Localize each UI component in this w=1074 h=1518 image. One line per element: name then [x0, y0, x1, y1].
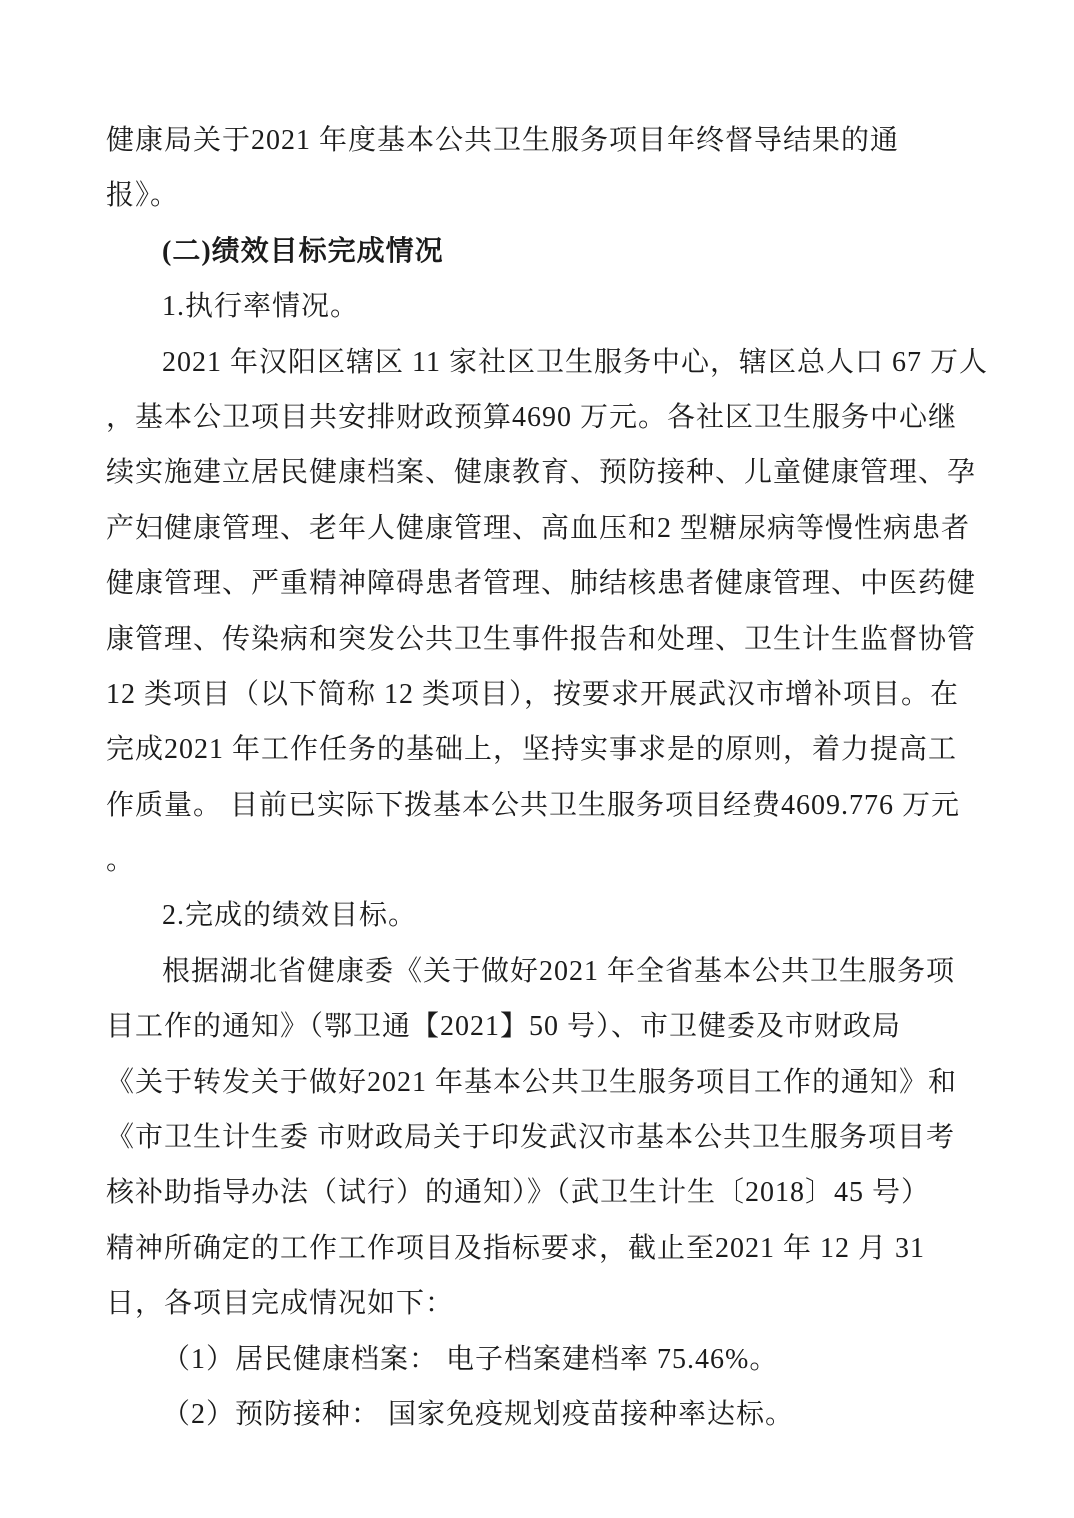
paragraph-line: 完成2021 年工作任务的基础上，坚持实事求是的原则，着力提高工 — [106, 734, 958, 766]
list-item-vaccination: （2）预防接种： 国家免疫规划疫苗接种率达标。 — [162, 1398, 795, 1430]
paragraph-line-end: 。 — [106, 845, 136, 877]
paragraph-line: 健康管理、严重精神障碍患者管理、肺结核患者健康管理、中医药健 — [106, 568, 977, 600]
paragraph-line-end: 日，各项目完成情况如下： — [106, 1288, 455, 1320]
subheading-execution-rate: 1.执行率情况。 — [162, 291, 360, 323]
paragraph-line: 康管理、传染病和突发公共卫生事件报告和处理、卫生计生监督协管 — [106, 623, 977, 655]
paragraph-line: 2021 年汉阳区辖区 11 家社区卫生服务中心，辖区总人口 67 万人 — [162, 346, 988, 378]
section-heading-performance-targets: (二)绩效目标完成情况 — [162, 235, 444, 267]
paragraph-line-continuation: 健康局关于2021 年度基本公共卫生服务项目年终督导结果的通 — [106, 125, 900, 156]
paragraph-line: 12 类项目（以下简称 12 类项目），按要求开展武汉市增补项目。在 — [106, 678, 960, 710]
paragraph-line: 根据湖北省健康委《关于做好2021 年全省基本公共卫生服务项 — [162, 955, 956, 987]
paragraph-line: 作质量。 目前已实际下拨基本公共卫生服务项目经费4609.776 万元 — [106, 789, 961, 821]
paragraph-line-end: 报》。 — [106, 180, 180, 212]
paragraph-line: 核补助指导办法（试行）的通知）》（武卫生计生〔2018〕45 号） — [106, 1177, 931, 1209]
document-text-block — [106, 113, 988, 1442]
paragraph-line: 目工作的通知》（鄂卫通【2021】50 号）、市卫健委及市财政局 — [106, 1011, 902, 1043]
paragraph-line: ，基本公卫项目共安排财政预算4690 万元。各社区卫生服务中心继 — [106, 401, 958, 433]
list-item-resident-health-records: （1）居民健康档案： 电子档案建档率 75.46%。 — [162, 1343, 779, 1375]
paragraph-line: 产妇健康管理、老年人健康管理、高血压和2 型糖尿病等慢性病患者 — [106, 512, 971, 544]
paragraph-line: 《关于转发关于做好2021 年基本公共卫生服务项目工作的通知》和 — [106, 1066, 958, 1098]
subheading-completed-targets: 2.完成的绩效目标。 — [162, 900, 418, 932]
paragraph-line: 《市卫生计生委 市财政局关于印发武汉市基本公共卫生服务项目考 — [106, 1122, 956, 1154]
paragraph-line: 续实施建立居民健康档案、健康教育、预防接种、儿童健康管理、孕 — [106, 457, 977, 489]
paragraph-line: 精神所确定的工作工作项目及指标要求，截止至2021 年 12 月 31 — [106, 1232, 926, 1264]
